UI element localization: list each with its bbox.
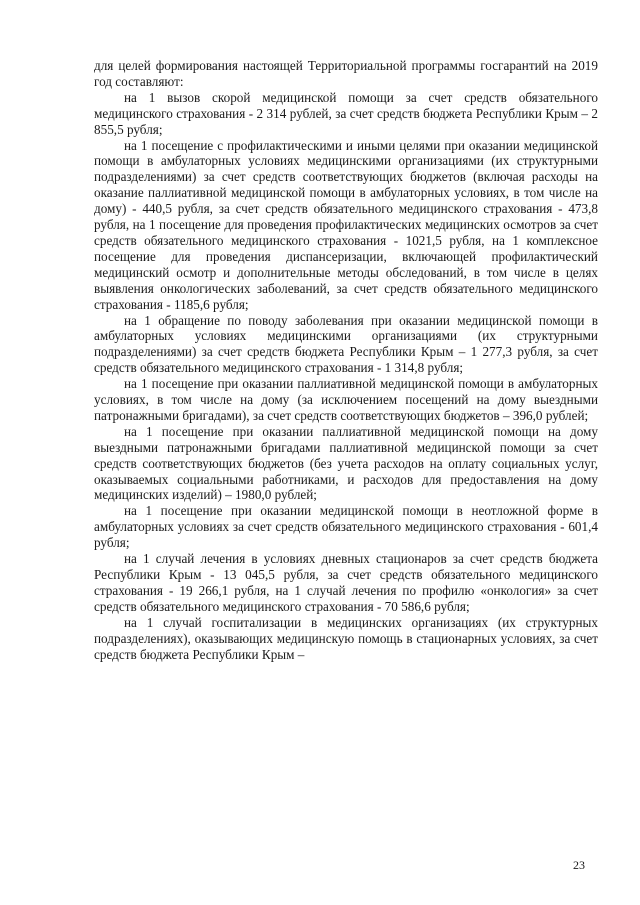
paragraph-ambulance-call: на 1 вызов скорой медицинской помощи за счет средств обязательного медицинского страхования - 2 314 рублей, за счет средств бюджета Республики Крым – 2 855,5 рубля; — [94, 89, 598, 137]
paragraph-day-hospital-case: на 1 случай лечения в условиях дневных стационаров за счет средств бюджета Республики Крым - 13 045,5 рубля, за счет средств обязательного медицинского страхования - 19 266,1 рубля, на 1 случай лечения по профилю «онкология» за счет средств обязательного медицинского страхования - 70 586,6 рубля; — [94, 551, 598, 614]
page-number: 23 — [573, 858, 585, 872]
document-body — [94, 58, 598, 662]
paragraph-intro: для целей формирования настоящей Территориальной программы госгарантий на 2019 год составляют: — [94, 58, 598, 89]
paragraph-palliative-home-visit: на 1 посещение при оказании паллиативной медицинской помощи на дому выездными патронажными бригадами паллиативной медицинской помощи за счет средств соответствующих бюджетов (без учета расходов на оплату социальных услуг, оказываемых социальными работниками, и расходов для предоставления на дому медицинских изделий) – 1980,0 рублей; — [94, 423, 598, 503]
paragraph-urgent-care-visit: на 1 посещение при оказании медицинской помощи в неотложной форме в амбулаторных условиях за счет средств обязательного медицинского страхования - 601,4 рубля; — [94, 503, 598, 551]
paragraph-preventive-visit: на 1 посещение с профилактическими и иными целями при оказании медицинской помощи в амбулаторных условиях медицинскими организациями (их структурными подразделениями) за счет средств соответствующих бюджетов (включая расходы на оказание паллиативной медицинской помощи в амбулаторных условиях, в том числе на дому) - 440,5 рубля, за счет средств обязательного медицинского страхования - 473,8 рубля, на 1 посещение для проведения профилактических медицинских осмотров за счет средств обязательного медицинского страхования - 1021,5 рубля, на 1 комплексное посещение для проведения диспансеризации, включающей профилактический медицинский осмотр и дополнительные методы обследований, в том числе в целях выявления онкологических заболеваний, за счет средств обязательного медицинского страхования - 1185,6 рубля; — [94, 137, 598, 312]
paragraph-palliative-visit: на 1 посещение при оказании паллиативной медицинской помощи в амбулаторных условиях, в том числе на дому (за исключением посещений на дому выездными патронажными бригадами), за счет средств соответствующих бюджетов – 396,0 рублей; — [94, 376, 598, 423]
paragraph-hospitalization-case: на 1 случай госпитализации в медицинских организациях (их структурных подразделениях), оказывающих медицинскую помощь в стационарных условиях, за счет средств бюджета Республики Крым – — [94, 614, 598, 662]
paragraph-disease-appeal: на 1 обращение по поводу заболевания при оказании медицинской помощи в амбулаторных условиях медицинскими организациями (их структурными подразделениями) за счет средств бюджета Республики Крым – 1 277,3 рубля, за счет средств обязательного медицинского страхования - 1 314,8 рубля; — [94, 312, 598, 376]
